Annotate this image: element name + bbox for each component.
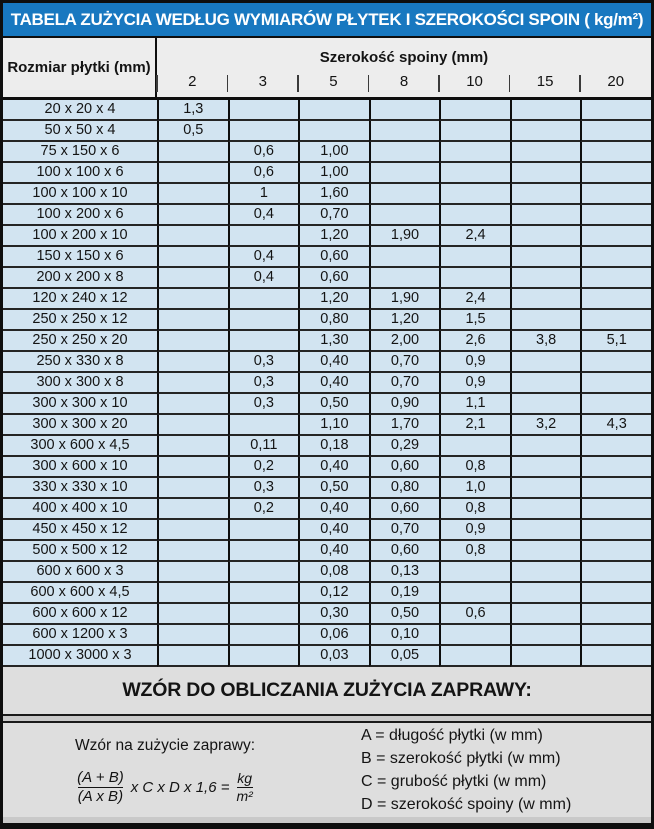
- value-cell: [439, 436, 510, 457]
- value-cell: 0,2: [228, 499, 299, 520]
- value-cell: [510, 604, 581, 625]
- value-cell: [580, 100, 651, 121]
- value-cell: [157, 268, 228, 289]
- value-cell: [157, 604, 228, 625]
- value-cell: [580, 352, 651, 373]
- value-cell: 1,90: [369, 226, 440, 247]
- table-row: [3, 541, 651, 562]
- table-row: [3, 247, 651, 268]
- value-cell: [510, 646, 581, 667]
- value-cell: 0,40: [298, 352, 369, 373]
- value-cell: 1,60: [298, 184, 369, 205]
- tile-size-cell: 300 x 300 x 10: [3, 394, 157, 415]
- table-row: [3, 583, 651, 604]
- value-cell: 2,4: [439, 289, 510, 310]
- value-cell: [157, 394, 228, 415]
- value-cell: [228, 583, 299, 604]
- value-cell: [157, 373, 228, 394]
- value-cell: [157, 625, 228, 646]
- table-row: [3, 289, 651, 310]
- value-cell: [369, 247, 440, 268]
- page-title: TABELA ZUŻYCIA WEDŁUG WYMIARÓW PŁYTEK I SZEROKOŚCI SPOIN ( kg/m²): [10, 9, 644, 29]
- row-header-cell: Rozmiar płytki (mm): [3, 38, 157, 97]
- value-cell: [228, 604, 299, 625]
- legend-line: A = długość płytki (w mm): [361, 727, 543, 744]
- value-cell: [439, 625, 510, 646]
- value-cell: 0,4: [228, 247, 299, 268]
- value-cell: 0,50: [298, 394, 369, 415]
- table-row: [3, 436, 651, 457]
- value-cell: [580, 310, 651, 331]
- value-cell: 0,70: [369, 352, 440, 373]
- value-cell: [510, 310, 581, 331]
- value-cell: 0,9: [439, 373, 510, 394]
- table-row: [3, 394, 651, 415]
- legend-line: C = grubość płytki (w mm): [361, 773, 547, 790]
- value-cell: [510, 289, 581, 310]
- value-cell: [228, 625, 299, 646]
- table-row: [3, 499, 651, 520]
- value-cell: 0,80: [369, 478, 440, 499]
- joint-width-column-header: 5: [298, 66, 369, 97]
- value-cell: 1,3: [157, 100, 228, 121]
- value-cell: [157, 415, 228, 436]
- value-cell: 0,9: [439, 352, 510, 373]
- table-row: [3, 205, 651, 226]
- value-cell: [369, 100, 440, 121]
- value-cell: [580, 583, 651, 604]
- value-cell: [510, 373, 581, 394]
- value-cell: 0,9: [439, 520, 510, 541]
- value-cell: 0,40: [298, 499, 369, 520]
- value-cell: 1,90: [369, 289, 440, 310]
- value-cell: 0,2: [228, 457, 299, 478]
- value-cell: [298, 121, 369, 142]
- value-cell: 0,5: [157, 121, 228, 142]
- value-cell: 1,20: [298, 289, 369, 310]
- value-cell: [369, 205, 440, 226]
- value-cell: 0,8: [439, 499, 510, 520]
- value-cell: [580, 142, 651, 163]
- value-cell: [510, 520, 581, 541]
- formula-fraction: [77, 769, 124, 805]
- tile-size-cell: 100 x 100 x 6: [3, 163, 157, 184]
- value-cell: 0,60: [298, 247, 369, 268]
- value-cell: 0,11: [228, 436, 299, 457]
- tile-size-cell: 600 x 1200 x 3: [3, 625, 157, 646]
- value-cell: [510, 562, 581, 583]
- legend-line: B = szerokość płytki (w mm): [361, 750, 561, 767]
- value-cell: 0,50: [369, 604, 440, 625]
- tile-size-cell: 300 x 300 x 20: [3, 415, 157, 436]
- value-cell: 0,4: [228, 268, 299, 289]
- value-cell: [157, 205, 228, 226]
- value-cell: 3,2: [510, 415, 581, 436]
- value-cell: [580, 205, 651, 226]
- value-cell: [228, 541, 299, 562]
- value-cell: 1,5: [439, 310, 510, 331]
- value-cell: [228, 415, 299, 436]
- value-cell: [439, 205, 510, 226]
- result-numerator: kg: [237, 770, 253, 787]
- value-cell: 0,13: [369, 562, 440, 583]
- table-header: [3, 38, 651, 100]
- value-cell: [228, 226, 299, 247]
- table-row: [3, 226, 651, 247]
- value-cell: 0,8: [439, 541, 510, 562]
- tile-size-cell: 150 x 150 x 6: [3, 247, 157, 268]
- value-cell: [439, 142, 510, 163]
- value-cell: [157, 436, 228, 457]
- tile-size-cell: 500 x 500 x 12: [3, 541, 157, 562]
- value-cell: [369, 184, 440, 205]
- value-cell: [510, 457, 581, 478]
- value-cell: [580, 646, 651, 667]
- value-cell: [157, 247, 228, 268]
- value-cell: 0,3: [228, 373, 299, 394]
- value-cell: [580, 247, 651, 268]
- tile-size-cell: 600 x 600 x 12: [3, 604, 157, 625]
- formula-denominator: (A x B): [77, 787, 124, 805]
- value-cell: 0,30: [298, 604, 369, 625]
- value-cell: 0,08: [298, 562, 369, 583]
- tile-size-cell: 20 x 20 x 4: [3, 100, 157, 121]
- table-row: [3, 415, 651, 436]
- tile-size-cell: 300 x 600 x 4,5: [3, 436, 157, 457]
- value-cell: 0,4: [228, 205, 299, 226]
- value-cell: [510, 163, 581, 184]
- value-cell: 1,20: [298, 226, 369, 247]
- value-cell: [439, 562, 510, 583]
- value-cell: [439, 247, 510, 268]
- value-cell: 0,18: [298, 436, 369, 457]
- value-cell: [439, 163, 510, 184]
- value-cell: 0,50: [298, 478, 369, 499]
- value-cell: [510, 583, 581, 604]
- value-cell: 1,0: [439, 478, 510, 499]
- value-cell: [510, 268, 581, 289]
- joint-width-column-header: 20: [580, 66, 651, 97]
- value-cell: [157, 457, 228, 478]
- value-cell: [157, 352, 228, 373]
- value-cell: 0,06: [298, 625, 369, 646]
- value-cell: [439, 646, 510, 667]
- value-cell: 0,05: [369, 646, 440, 667]
- joint-width-header: [157, 38, 651, 97]
- value-cell: [157, 184, 228, 205]
- tile-size-cell: 120 x 240 x 12: [3, 289, 157, 310]
- value-cell: 0,3: [228, 352, 299, 373]
- value-cell: 0,40: [298, 457, 369, 478]
- table-row: [3, 604, 651, 625]
- value-cell: 0,70: [369, 373, 440, 394]
- value-cell: [369, 268, 440, 289]
- tile-size-cell: 300 x 600 x 10: [3, 457, 157, 478]
- value-cell: 0,90: [369, 394, 440, 415]
- value-cell: [580, 604, 651, 625]
- table-row: [3, 457, 651, 478]
- value-cell: [228, 100, 299, 121]
- value-cell: 0,10: [369, 625, 440, 646]
- value-cell: [580, 121, 651, 142]
- tile-size-cell: 600 x 600 x 3: [3, 562, 157, 583]
- page-title-bar: [3, 3, 651, 38]
- value-cell: [228, 331, 299, 352]
- joint-width-column-header: 2: [157, 66, 228, 97]
- value-cell: [510, 226, 581, 247]
- tile-size-cell: 600 x 600 x 4,5: [3, 583, 157, 604]
- table-row: [3, 100, 651, 121]
- joint-width-column-header: 8: [369, 66, 440, 97]
- value-cell: [157, 142, 228, 163]
- value-cell: [157, 646, 228, 667]
- value-cell: 0,60: [369, 457, 440, 478]
- value-cell: 0,60: [369, 541, 440, 562]
- value-cell: 4,3: [580, 415, 651, 436]
- value-cell: 2,1: [439, 415, 510, 436]
- formula-section-title: WZÓR DO OBLICZANIA ZUŻYCIA ZAPRAWY:: [3, 667, 651, 716]
- joint-width-values-row: [157, 66, 651, 97]
- value-cell: [510, 499, 581, 520]
- result-fraction: [237, 770, 253, 803]
- value-cell: 0,60: [298, 268, 369, 289]
- value-cell: [439, 121, 510, 142]
- tile-size-cell: 100 x 200 x 6: [3, 205, 157, 226]
- value-cell: [439, 100, 510, 121]
- value-cell: 2,6: [439, 331, 510, 352]
- value-cell: [580, 457, 651, 478]
- value-cell: [510, 121, 581, 142]
- table-row: [3, 625, 651, 646]
- value-cell: 1,30: [298, 331, 369, 352]
- value-cell: [580, 478, 651, 499]
- table-row: [3, 646, 651, 667]
- value-cell: 0,6: [439, 604, 510, 625]
- tile-size-cell: 400 x 400 x 10: [3, 499, 157, 520]
- value-cell: 0,40: [298, 541, 369, 562]
- value-cell: [369, 121, 440, 142]
- formula-equation: [77, 769, 253, 805]
- joint-width-column-header: 15: [510, 66, 581, 97]
- table-row: [3, 352, 651, 373]
- value-cell: [510, 184, 581, 205]
- value-cell: [157, 478, 228, 499]
- value-cell: 1,20: [369, 310, 440, 331]
- value-cell: [510, 394, 581, 415]
- joint-width-column-header: 10: [439, 66, 510, 97]
- value-cell: [580, 499, 651, 520]
- value-cell: 0,8: [439, 457, 510, 478]
- tile-size-cell: 330 x 330 x 10: [3, 478, 157, 499]
- value-cell: [228, 289, 299, 310]
- value-cell: [157, 520, 228, 541]
- value-cell: 0,6: [228, 163, 299, 184]
- value-cell: [228, 562, 299, 583]
- value-cell: 0,40: [298, 520, 369, 541]
- value-cell: 0,70: [298, 205, 369, 226]
- tile-size-cell: 250 x 250 x 12: [3, 310, 157, 331]
- value-cell: [157, 226, 228, 247]
- value-cell: 1: [228, 184, 299, 205]
- table-row: [3, 562, 651, 583]
- value-cell: [580, 436, 651, 457]
- legend-line: D = szerokość spoiny (w mm): [361, 796, 572, 813]
- value-cell: 0,6: [228, 142, 299, 163]
- value-cell: [580, 268, 651, 289]
- table-row: [3, 163, 651, 184]
- value-cell: 0,19: [369, 583, 440, 604]
- tile-size-cell: 250 x 250 x 20: [3, 331, 157, 352]
- table-row: [3, 268, 651, 289]
- value-cell: 1,1: [439, 394, 510, 415]
- value-cell: [157, 331, 228, 352]
- formula-middle: x C x D x 1,6 =: [130, 778, 230, 796]
- value-cell: 2,4: [439, 226, 510, 247]
- value-cell: 1,00: [298, 163, 369, 184]
- value-cell: [510, 541, 581, 562]
- table-row: [3, 331, 651, 352]
- table-row: [3, 478, 651, 499]
- value-cell: 3,8: [510, 331, 581, 352]
- formula-label: Wzór na zużycie zaprawy:: [74, 737, 256, 755]
- value-cell: [580, 562, 651, 583]
- tile-size-cell: 250 x 330 x 8: [3, 352, 157, 373]
- value-cell: [439, 268, 510, 289]
- tile-size-cell: 300 x 300 x 8: [3, 373, 157, 394]
- value-cell: [298, 100, 369, 121]
- value-cell: [228, 310, 299, 331]
- formula-section: [3, 721, 651, 817]
- value-cell: [580, 520, 651, 541]
- value-cell: 1,00: [298, 142, 369, 163]
- value-cell: [580, 373, 651, 394]
- value-cell: [439, 583, 510, 604]
- value-cell: 0,60: [369, 499, 440, 520]
- value-cell: [580, 289, 651, 310]
- joint-width-column-header: 3: [228, 66, 299, 97]
- tile-size-cell: 1000 x 3000 x 3: [3, 646, 157, 667]
- value-cell: 0,3: [228, 394, 299, 415]
- value-cell: [510, 142, 581, 163]
- value-cell: [580, 541, 651, 562]
- table-row: [3, 373, 651, 394]
- table-row: [3, 121, 651, 142]
- value-cell: 0,03: [298, 646, 369, 667]
- value-cell: [157, 289, 228, 310]
- value-cell: [510, 205, 581, 226]
- value-cell: [510, 625, 581, 646]
- value-cell: [510, 100, 581, 121]
- value-cell: [157, 583, 228, 604]
- formula-numerator: (A + B): [77, 769, 124, 787]
- tile-size-cell: 200 x 200 x 8: [3, 268, 157, 289]
- value-cell: [157, 163, 228, 184]
- value-cell: [510, 352, 581, 373]
- tile-size-cell: 100 x 100 x 10: [3, 184, 157, 205]
- tile-size-cell: 75 x 150 x 6: [3, 142, 157, 163]
- value-cell: [580, 163, 651, 184]
- value-cell: [228, 121, 299, 142]
- value-cell: 0,40: [298, 373, 369, 394]
- value-cell: [228, 520, 299, 541]
- value-cell: 5,1: [580, 331, 651, 352]
- value-cell: 0,3: [228, 478, 299, 499]
- formula-left-panel: [3, 735, 327, 805]
- value-cell: [510, 436, 581, 457]
- value-cell: 0,29: [369, 436, 440, 457]
- formula-legend: [327, 724, 651, 816]
- value-cell: 0,70: [369, 520, 440, 541]
- value-cell: 2,00: [369, 331, 440, 352]
- value-cell: 0,12: [298, 583, 369, 604]
- value-cell: [580, 625, 651, 646]
- table-row: [3, 520, 651, 541]
- value-cell: [510, 247, 581, 268]
- joint-width-group-label: Szerokość spoiny (mm): [319, 49, 489, 66]
- table-row: [3, 142, 651, 163]
- tile-size-cell: 50 x 50 x 4: [3, 121, 157, 142]
- tile-size-cell: 450 x 450 x 12: [3, 520, 157, 541]
- value-cell: [510, 478, 581, 499]
- table-row: [3, 184, 651, 205]
- value-cell: [580, 184, 651, 205]
- tile-size-cell: 100 x 200 x 10: [3, 226, 157, 247]
- value-cell: [157, 310, 228, 331]
- value-cell: [369, 142, 440, 163]
- value-cell: [580, 394, 651, 415]
- value-cell: [369, 163, 440, 184]
- value-cell: 0,80: [298, 310, 369, 331]
- value-cell: [157, 562, 228, 583]
- result-denominator: m²: [236, 787, 253, 804]
- value-cell: [439, 184, 510, 205]
- value-cell: [157, 541, 228, 562]
- value-cell: [580, 226, 651, 247]
- table-row: [3, 310, 651, 331]
- value-cell: 1,10: [298, 415, 369, 436]
- value-cell: [228, 646, 299, 667]
- value-cell: [157, 499, 228, 520]
- value-cell: 1,70: [369, 415, 440, 436]
- table-body: [3, 100, 651, 667]
